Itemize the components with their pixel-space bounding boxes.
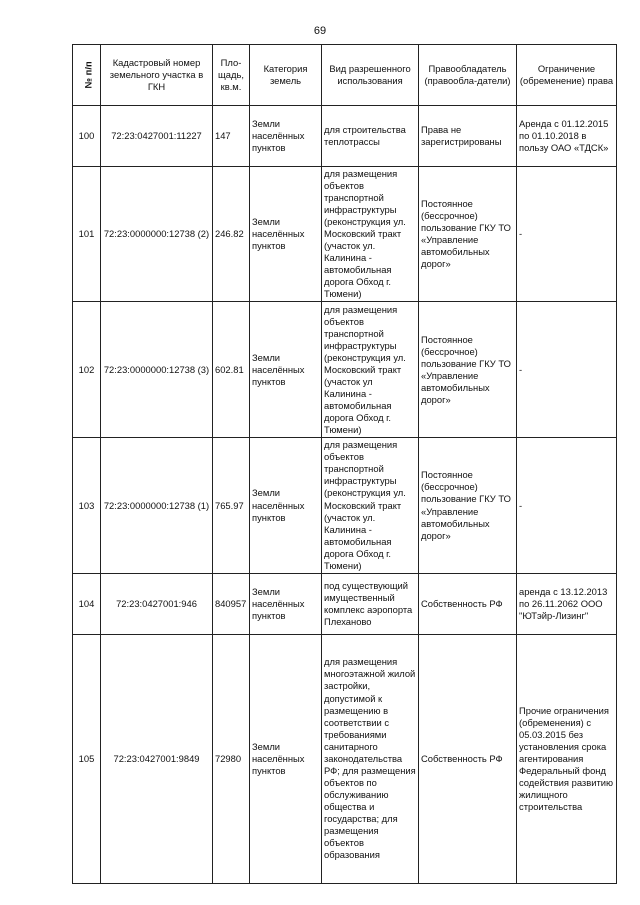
row-cadastral: 72:23:0427001:9849 [101,634,213,883]
header-owner: Правообладатель (правообла-датели) [419,45,517,106]
row-category: Земли населённых пунктов [250,167,322,302]
row-use: под существующий имущественный комплекс аэропорта Плеханово [322,573,419,634]
row-num: 102 [73,302,101,438]
page-number: 69 [313,25,327,37]
row-limit: аренда с 13.12.2013 по 26.11.2062 ООО "ЮТэйр-Лизинг" [517,573,617,634]
row-area: 147 [213,106,250,167]
row-limit: Прочие ограничения (обременения) с 05.03.2015 без установления срока агентирования Федеральный фонд содействия развитию жилищного строительства [517,634,617,883]
row-use: для строительства теплотрассы [322,106,419,167]
header-num: № п/п [73,45,101,106]
land-plots-table [72,44,617,884]
row-limit: - [517,438,617,573]
row-category: Земли населённых пунктов [250,634,322,883]
row-area: 765.97 [213,438,250,573]
header-use: Вид разрешенного использования [322,45,419,106]
row-area: 840957 [213,573,250,634]
table-row [73,106,617,167]
row-limit: - [517,167,617,302]
row-num: 103 [73,438,101,573]
table-row [73,167,617,302]
row-area: 72980 [213,634,250,883]
row-use: для размещения объектов транспортной инфраструктуры (реконструкция ул. Московский тракт (участок ул Калинина - автомобильная дорога Обход г. Тюмени) [322,302,419,438]
table-row [73,634,617,883]
row-use: для размещения объектов транспортной инфраструктуры (реконструкция ул. Московский тракт (участок ул. Калинина - автомобильная дорога Обход г. Тюмени) [322,438,419,573]
row-num: 104 [73,573,101,634]
row-area: 602.81 [213,302,250,438]
row-owner: Постоянное (бессрочное) пользование ГКУ ТО «Управление автомобильных дорог» [419,302,517,438]
row-area: 246.82 [213,167,250,302]
header-cadastral: Кадастровый номер земельного участка в ГКН [101,45,213,106]
row-use: для размещения многоэтажной жилой застройки, допустимой к размещению в соответствии с требованиями санитарного законодательства РФ; для размещения объектов по обслуживанию общества и государства; для размещения объектов образования [322,634,419,883]
row-owner: Собственность РФ [419,634,517,883]
header-limit: Ограничение (обременение) права [517,45,617,106]
row-owner: Собственность РФ [419,573,517,634]
row-num: 105 [73,634,101,883]
row-category: Земли населённых пунктов [250,106,322,167]
row-limit: Аренда с 01.12.2015 по 01.10.2018 в пользу ОАО «ТДСК» [517,106,617,167]
row-cadastral: 72:23:0000000:12738 (2) [101,167,213,302]
row-category: Земли населённых пунктов [250,573,322,634]
header-category: Категория земель [250,45,322,106]
row-cadastral: 72:23:0427001:946 [101,573,213,634]
row-owner: Постоянное (бессрочное) пользование ГКУ ТО «Управление автомобильных дорог» [419,438,517,573]
row-category: Земли населённых пунктов [250,438,322,573]
row-cadastral: 72:23:0427001:11227 [101,106,213,167]
table-header-row [73,45,617,106]
row-limit: - [517,302,617,438]
header-area: Пло-щадь, кв.м. [213,45,250,106]
row-category: Земли населённых пунктов [250,302,322,438]
row-num: 100 [73,106,101,167]
row-num: 101 [73,167,101,302]
table-row [73,302,617,438]
table-row [73,438,617,573]
row-owner: Постоянное (бессрочное) пользование ГКУ ТО «Управление автомобильных дорог» [419,167,517,302]
row-cadastral: 72:23:0000000:12738 (3) [101,302,213,438]
row-owner: Права не зарегистрированы [419,106,517,167]
row-cadastral: 72:23:0000000:12738 (1) [101,438,213,573]
row-use: для размещения объектов транспортной инфраструктуры (реконструкция ул. Московский тракт (участок ул. Калинина - автомобильная дорога Обход г. Тюмени) [322,167,419,302]
table-row [73,573,617,634]
